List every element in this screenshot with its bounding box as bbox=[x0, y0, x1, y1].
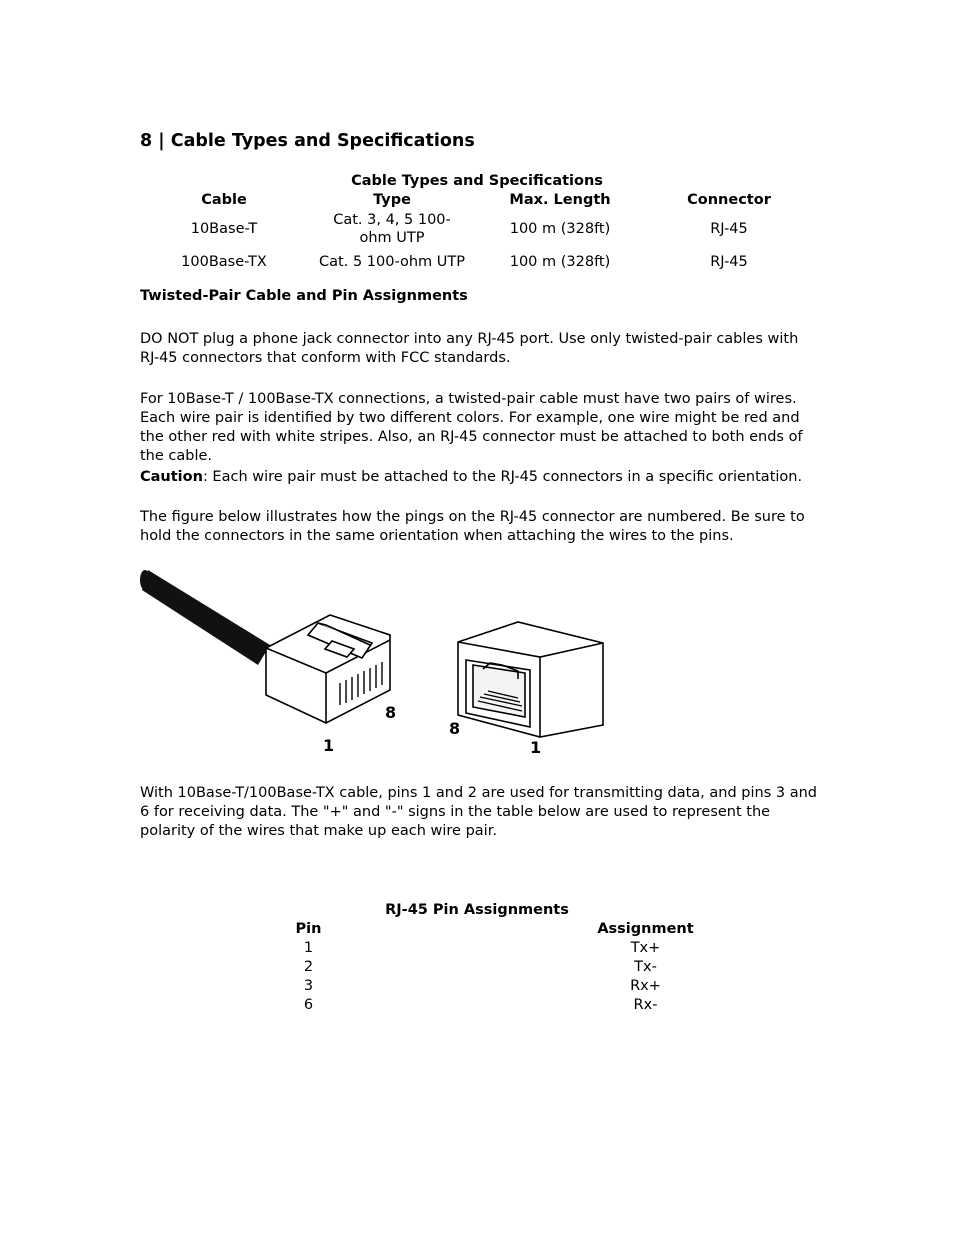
paragraph-caution bbox=[140, 468, 820, 487]
jack-pin-label-left: 8 bbox=[449, 719, 461, 738]
assignment-cell: Rx+ bbox=[630, 978, 661, 994]
spec-cell: Cat. 3, 4, 5 100-ohm UTP bbox=[333, 212, 451, 246]
spec-header-type: Type bbox=[373, 192, 411, 208]
pin-table-caption: RJ-45 Pin Assignments bbox=[385, 902, 569, 918]
spec-header-max-length: Max. Length bbox=[509, 192, 611, 208]
pin-header-pin: Pin bbox=[295, 921, 322, 937]
spec-cell: RJ-45 bbox=[710, 254, 748, 270]
paragraph-warning: DO NOT plug a phone jack connector into any RJ-45 port. Use only twisted-pair cables with RJ-45 connectors that conform with FCC standards. bbox=[140, 331, 799, 366]
table-row bbox=[140, 248, 814, 276]
spec-cell: 10Base-T bbox=[190, 221, 258, 237]
spec-cell: 100 m (328ft) bbox=[509, 254, 611, 270]
paragraph-wire-pairs: For 10Base-T / 100Base-TX connections, a twisted-pair cable must have two pairs of wires. Each wire pair is identified by two different colors. For example, one wire might be red and the other red with white stripes. Also, an RJ-45 connector must be attached to both ends of the cable. bbox=[140, 391, 803, 464]
spec-cell: RJ-45 bbox=[710, 221, 748, 237]
spec-cell: 100Base-TX bbox=[181, 254, 267, 270]
paragraph-pin-usage: With 10Base-T/100Base-TX cable, pins 1 and 2 are used for transmitting data, and pins 3 and 6 for receiving data. The "+" and "-" signs in the table below are used to represent the polarity of the wires that make up each wire pair. bbox=[140, 785, 817, 839]
spec-table bbox=[140, 190, 814, 276]
table-row bbox=[140, 210, 814, 248]
table-row bbox=[140, 996, 814, 1015]
pin-table-header-row bbox=[140, 920, 814, 939]
paragraph-figure-intro: The figure below illustrates how the pings on the RJ-45 connector are numbered. Be sure to hold the connectors in the same orientation when attaching the wires to the pins. bbox=[140, 509, 805, 544]
table-row bbox=[140, 939, 814, 958]
spec-header-connector: Connector bbox=[687, 192, 771, 208]
plug-pin-label-left: 1 bbox=[323, 736, 335, 755]
pin-table bbox=[140, 920, 814, 1015]
pin-cell: 1 bbox=[303, 940, 314, 956]
spec-table-caption: Cable Types and Specifications bbox=[351, 173, 603, 189]
rj45-jack-icon bbox=[458, 622, 603, 737]
spec-cell: 100 m (328ft) bbox=[509, 221, 611, 237]
table-row bbox=[140, 958, 814, 977]
caution-label: Caution bbox=[140, 469, 203, 485]
assignment-cell: Tx+ bbox=[630, 940, 661, 956]
spec-cell: Cat. 5 100-ohm UTP bbox=[319, 254, 465, 270]
pin-cell: 2 bbox=[303, 959, 314, 975]
rj45-plug-icon bbox=[266, 615, 390, 723]
pin-cell: 6 bbox=[303, 997, 314, 1013]
table-row bbox=[140, 977, 814, 996]
spec-header-cable: Cable bbox=[201, 192, 247, 208]
rj45-connector-figure bbox=[140, 565, 610, 765]
subheading: Twisted-Pair Cable and Pin Assignments bbox=[140, 288, 468, 304]
caution-text: : Each wire pair must be attached to the RJ-45 connectors in a specific orientation. bbox=[202, 469, 803, 485]
jack-pin-label-right: 1 bbox=[530, 738, 542, 757]
section-title: 8 | Cable Types and Specifications bbox=[140, 131, 475, 151]
assignment-cell: Rx- bbox=[633, 997, 658, 1013]
assignment-cell: Tx- bbox=[634, 959, 657, 975]
pin-header-assignment: Assignment bbox=[597, 921, 694, 937]
pin-cell: 3 bbox=[303, 978, 314, 994]
cable-icon bbox=[140, 570, 270, 665]
plug-pin-label-right: 8 bbox=[385, 703, 397, 722]
spec-table-header-row bbox=[140, 190, 814, 210]
